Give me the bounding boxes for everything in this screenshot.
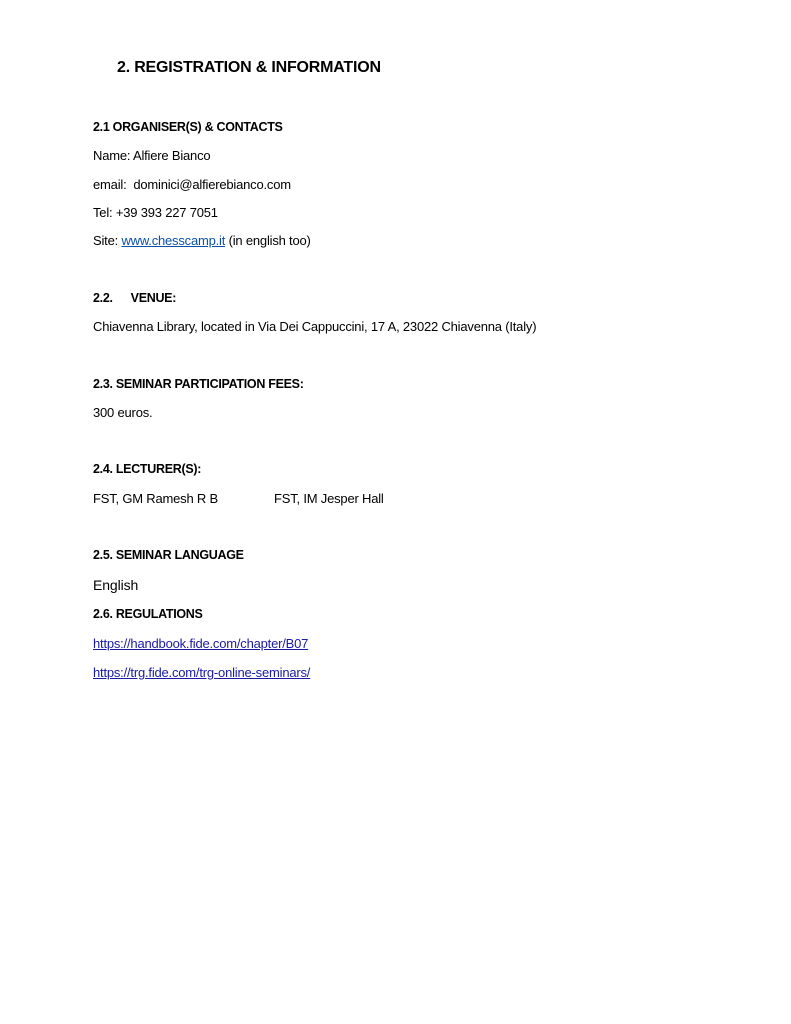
page-title: 2. REGISTRATION & INFORMATION — [117, 59, 381, 76]
language-heading: 2.5. SEMINAR LANGUAGE — [93, 548, 244, 562]
venue-heading — [93, 292, 176, 305]
site-link[interactable]: www.chesscamp.it — [121, 233, 226, 248]
regulations-heading: 2.6. REGULATIONS — [93, 607, 203, 621]
organiser-site — [93, 234, 311, 247]
email-value: dominici@alfierebianco.com — [133, 177, 291, 192]
regulations-link[interactable]: https://trg.fide.com/trg-online-seminars/ — [93, 665, 311, 680]
venue-heading-label: VENUE: — [130, 291, 177, 305]
regulations-link[interactable]: https://handbook.fide.com/chapter/B07 — [93, 636, 309, 651]
organiser-name: Name: Alfiere Bianco — [93, 148, 211, 163]
lecturer-item: FST, GM Ramesh R B — [93, 491, 218, 506]
lecturer-item: FST, IM Jesper Hall — [274, 491, 384, 506]
venue-heading-number: 2.2. — [93, 291, 113, 305]
fees-text: 300 euros. — [93, 405, 153, 420]
regulations-link-handbook[interactable] — [93, 637, 308, 650]
fees-heading: 2.3. SEMINAR PARTICIPATION FEES: — [93, 377, 304, 391]
language-text: English — [93, 577, 139, 593]
site-label: Site: — [93, 233, 119, 248]
email-label: email: — [93, 177, 127, 192]
site-note: (in english too) — [228, 233, 311, 248]
regulations-link-trg[interactable] — [93, 666, 310, 679]
organisers-heading: 2.1 ORGANISER(S) & CONTACTS — [93, 120, 283, 134]
organiser-tel: Tel: +39 393 227 7051 — [93, 205, 218, 220]
lecturers-heading: 2.4. LECTURER(S): — [93, 462, 202, 476]
venue-text: Chiavenna Library, located in Via Dei Cappuccini, 17 A, 23022 Chiavenna (Italy) — [93, 319, 537, 334]
organiser-email — [93, 178, 291, 191]
